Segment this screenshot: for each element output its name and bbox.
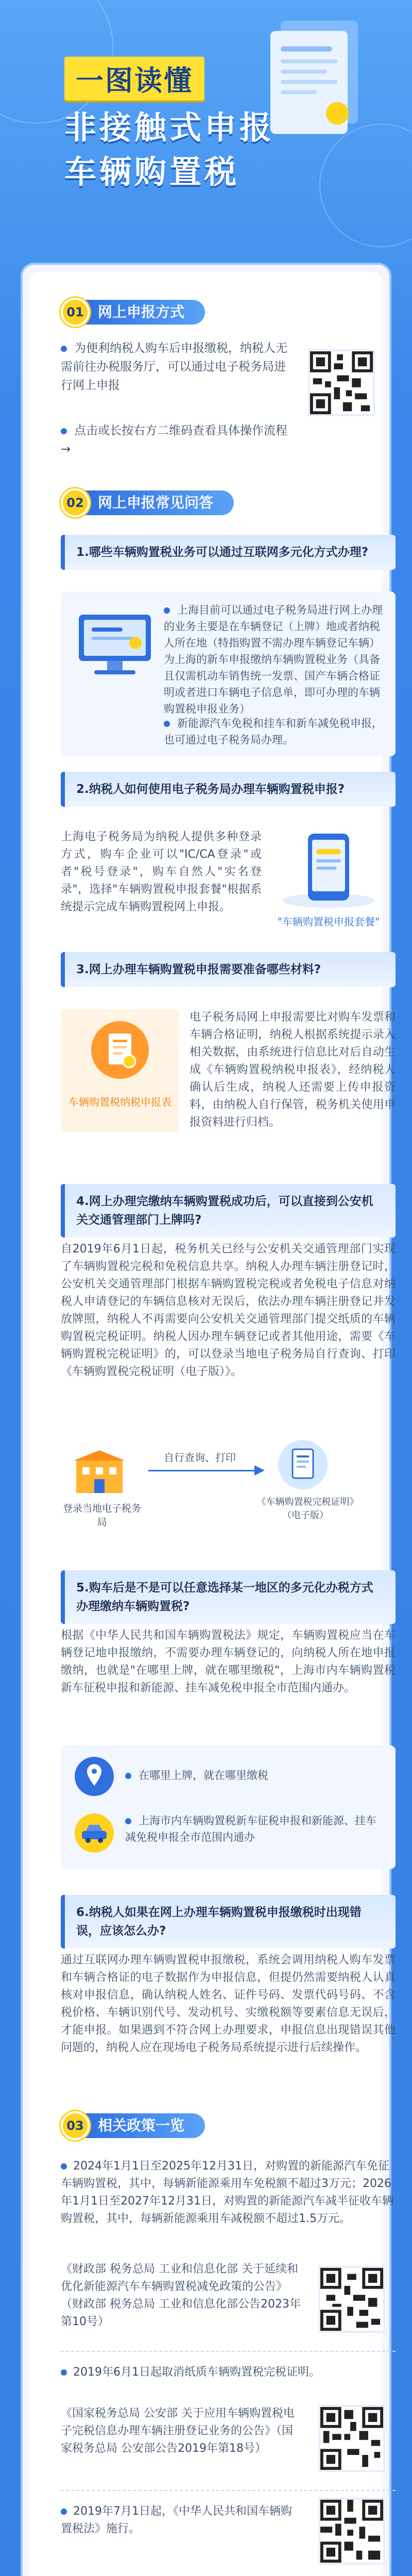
bullet-dot-icon	[164, 721, 170, 727]
bullet-dot-icon	[125, 1773, 131, 1779]
question-5: 5.购车后是不是可以任意选择某一地区的多元化办税方式办理缴纳车辆购置税?	[61, 1570, 396, 1624]
document-illustration-icon	[265, 15, 368, 144]
step-certificate-label: 《车辆购置税完税证明》（电子版）	[256, 1497, 354, 1521]
policy-item-1-reference: 《财政部 税务总局 工业和信息化部 关于延续和优化新能源汽车车辆购置税减免政策的公告》（财政部 税务总局 工业和信息化部公告2023年第10号）	[61, 2263, 301, 2328]
bullet-dot-icon	[61, 2369, 67, 2376]
bullet-dot-icon	[125, 1818, 131, 1824]
answer-1-item-2: 新能源汽车免税和挂车和新车减免税申报，也可通过电子税务局办理。	[164, 717, 383, 746]
bullet-dot-icon	[61, 346, 67, 352]
bullet-dot-icon	[61, 428, 67, 434]
answer-1-item-1: 上海目前可以通过电子税务局进行网上办理的业务主要是在车辆登记（上牌）地或者纳税人所在地（特指购置不需办理车辆登记车辆）为上海的新车申报缴纳车辆购置税业务（具备且仅需机动车销售统一发票、国产车辆合格证明或者进口车辆电子信息单，即可办理的车辆购置税申报业务）	[164, 604, 383, 715]
bullet-dot-icon	[61, 2509, 67, 2515]
qr-code-policy-1[interactable]	[318, 2266, 385, 2333]
section1-bullet-1: 为便利纳税人购车后申报缴税，纳税人无需前往办税服务厅，可以通过电子税务局进行网上申报	[61, 342, 287, 392]
tax-form-tag: 车辆购置税纳税申报表	[68, 1096, 171, 1108]
qr-code-icon	[320, 2407, 383, 2470]
answer-5-bullet-1: 在哪里上牌，就在哪里缴税	[125, 1766, 383, 1785]
certificate-icon	[277, 1439, 329, 1490]
hero-title-line1: 非接触式申报	[64, 109, 275, 146]
policy-item-1: 2024年1月1日至2025年12月31日，对购置的新能源汽车免征车辆购置税，其中，每辆新能源乘用车免税额不超过3万元；2026年1月1日至2027年12月31日，对购置的新能源汽车减半征收车辆购置税，其中，每辆新能源乘用车减税额不超过1.5万元。	[61, 2160, 393, 2225]
car-icon	[74, 1812, 115, 1854]
question-4: 4.网上办理完缴纳车辆购置税成功后，可以直接到公安机关交通管理部门上牌吗?	[61, 1184, 396, 1238]
question-6: 6.纳税人如果在网上办理车辆购置税申报缴税时出现错误，应该怎么办?	[61, 1895, 396, 1948]
question-1: 1.哪些车辆购置税业务可以通过互联网多元化方式办理?	[61, 535, 396, 570]
hero-title-line2: 车辆购置税	[64, 153, 240, 191]
hero-badge: 一图读懂	[64, 57, 204, 100]
qr-code-icon	[310, 351, 373, 414]
section-title: 相关政策一览	[80, 2113, 205, 2138]
qr-code-policy-3[interactable]	[318, 2498, 385, 2565]
qr-code-icon	[320, 2500, 383, 2563]
answer-5-bullet-2: 上海市内车辆购置税新车征税申报和新能源、挂车减免税申报全市范围内通办	[125, 1815, 376, 1843]
computer-tax-illustration-icon	[71, 607, 159, 684]
qr-code-icon	[320, 2268, 383, 2331]
content-card-inner	[30, 272, 396, 2576]
section-heading-2	[61, 488, 234, 517]
answer-5-text: 根据《中华人民共和国车辆购置税法》规定，车辆购置税应当在车辆登记地申报缴纳，不需要办理车辆登记的，向纳税人所在地申报缴纳，也就是"在哪里上牌，就在哪里缴税"，上海市内车辆购置税新车征税申报和新能源、挂车减免税申报全市范围内通办。	[61, 1629, 396, 1694]
hero-banner	[0, 0, 412, 227]
section-title: 网上申报常见问答	[80, 490, 234, 515]
answer-3-text: 电子税务局网上申报需要比对购车发票和车辆合格证明，纳税人根据系统提示录入相关数据，由系统进行信息比对后自动生成《车辆购置税纳税申报表》，经纳税人确认后生成，纳税人还需要上传申报资料，由纳税人自行保管，税务机关使用申报资料进行归档。	[190, 1011, 396, 1129]
section-heading-3	[61, 2111, 205, 2140]
step-login-label: 登录当地电子税务局	[62, 1503, 141, 1528]
bullet-dot-icon	[61, 2163, 67, 2170]
policy-item-2-reference: 《国家税务总局 公安部 关于应用车辆购置税电子完税信息办理车辆注册登记业务的公告》（国家税务总局 公安部公告2019年第18号）	[61, 2407, 295, 2455]
divider	[61, 2490, 396, 2491]
location-pin-icon	[74, 1756, 115, 1797]
question-3: 3.网上办理车辆购置税申报需要准备哪些材料?	[61, 952, 396, 987]
section-number: 03	[61, 2111, 90, 2140]
question-2: 2.纳税人如何使用电子税务局办理车辆购置税申报?	[61, 772, 396, 807]
qr-code-policy-2[interactable]	[318, 2405, 385, 2472]
package-tag: "车辆购置税申报套餐"	[277, 916, 380, 928]
step-arrow-label: 自行查询、打印	[164, 1451, 236, 1464]
qr-code-operation-guide[interactable]	[308, 349, 375, 416]
answer-2-text: 上海电子税务局为纳税人提供多种登录方式，购车企业可以"IC/CA登录"或者"税号登录"，购车自然人"实名登录"，选择"车辆购置税申报套餐"根据系统提示完成车辆购置税网上申报。	[61, 831, 262, 913]
arrow-right-icon	[254, 1465, 265, 1476]
section-title: 网上申报方式	[80, 300, 205, 325]
policy-item-3: 2019年7月1日起，《中华人民共和国车辆购置税法》施行。	[61, 2505, 292, 2535]
section-number: 01	[61, 298, 90, 327]
answer-4-text: 自2019年6月1日起，税务机关已经与公安机关交通管理部门实现了车辆购置税完税和免税信息共享。纳税人办理车辆注册登记时，公安机关交通管理部门根据车辆购置税完税或者免税电子信息对纳税人申请登记的车辆信息核对无误后，依法办理车辆注册登记并发放牌照，纳税人不再需要向公安机关交通管理部门提交纸质的车辆购置税完税证明。纳税人因办理车辆登记或者其他用途，需要《车辆购置税完税证明》的，可以登录当地电子税务局自行查询、打印《车辆购置税完税证明（电子版）》。	[61, 1243, 396, 1378]
policy-item-2: 2019年6月1日起取消纸质车辆购置税完税证明。	[61, 2364, 396, 2381]
bullet-dot-icon	[164, 607, 170, 614]
answer-6-text: 通过互联网办理车辆购置税申报缴税，系统会调用纳税人购车发票和车辆合格证的电子数据作为申报信息，但提仍然需要纳税人认真核对申报信息，确认纳税人姓名、证件号码、发票代码号码、不含税价格、车辆识别代号、发动机号、实缴税额等要素信息无误后，才能申报。如果遇到不符合网上办理要求，申报信息出现错误其他问题的，纳税人应在现场电子税务局系统提示进行后续操作。	[61, 1954, 396, 2054]
tax-office-building-icon	[71, 1449, 128, 1496]
divider	[61, 2351, 396, 2352]
content-card	[21, 263, 396, 2576]
hero-title	[64, 106, 274, 194]
section-number: 02	[61, 488, 90, 517]
tax-form-icon	[89, 1019, 151, 1081]
section1-bullet-2: 点击或长按右方二维码查看具体操作流程→	[61, 424, 287, 456]
phone-package-illustration-icon	[277, 828, 380, 911]
section-heading-1	[61, 298, 205, 327]
step-arrow-line	[148, 1470, 256, 1471]
